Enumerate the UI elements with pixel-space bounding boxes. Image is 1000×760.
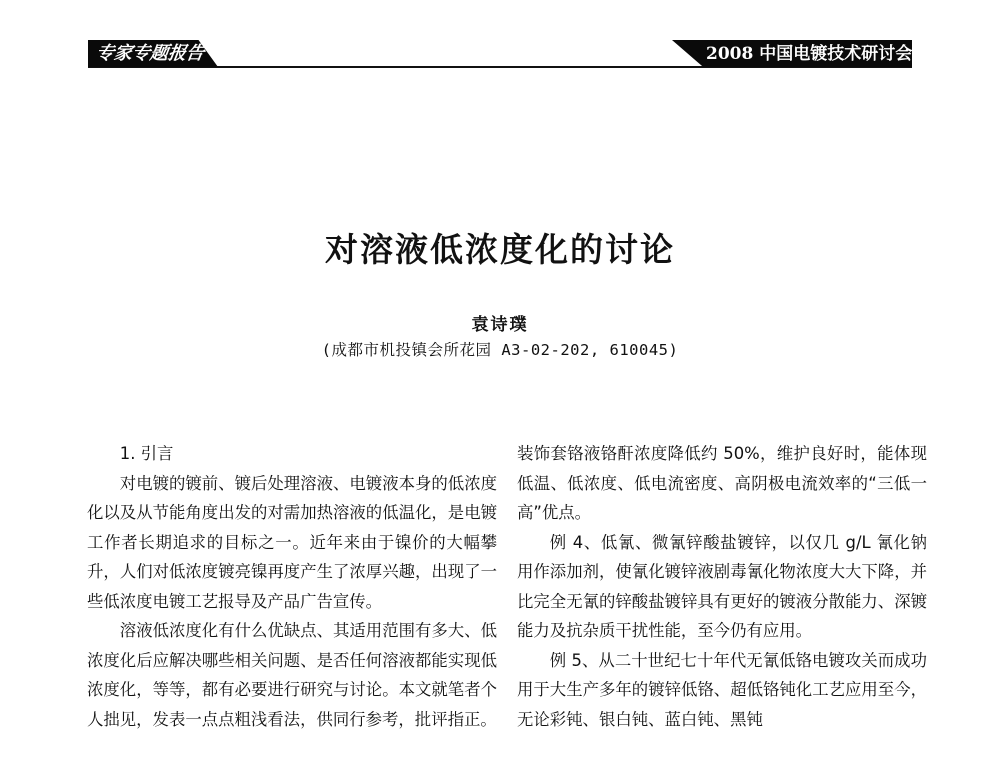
body-paragraph-example-4: 例 4、低氰、微氰锌酸盐镀锌，以仅几 g/L 氰化钠用作添加剂，使氰化镀锌液剧毒氰化物浓度大大下降，并比完全无氰的锌酸盐镀锌具有更好的镀液分散能力、深镀能力及抗杂质干扰性能，至今仍有应用。 — [517, 532, 927, 640]
right-column — [517, 439, 927, 734]
conference-label: 2008 中国电镀技术研讨会 — [706, 44, 913, 64]
section-label: 专家专题报告 — [94, 43, 206, 64]
article-author: 袁诗璞 — [471, 315, 529, 335]
article-title: 对溶液低浓度化的讨论 — [325, 230, 675, 269]
body-paragraph: 溶液低浓度化有什么优缺点、其适用范围有多大、低浓度化后应解决哪些相关问题、是否任何溶液都能实现低浓度化，等等，都有必要进行研究与讨论。本文就笔者个人拙见，发表一点点粗浅看法，供同行参考，批评指正。 — [87, 621, 497, 729]
author-affiliation: (成都市机投镇会所花园 A3-02-202, 610045) — [321, 341, 679, 359]
body-paragraph: 对电镀的镀前、镀后处理溶液、电镀液本身的低浓度化以及从节能角度出发的对需加热溶液的低温化，是电镀工作者长期追求的目标之一。近年来由于镍价的大幅攀升，人们对低浓度镀亮镍再度产生了浓厚兴趣，出现了一些低浓度电镀工艺报导及产品广告宣传。 — [87, 473, 497, 611]
section-heading-intro: 1. 引言 — [119, 444, 174, 463]
body-paragraph-example-5: 例 5、从二十世纪七十年代无氰低铬电镀攻关而成功用于大生产多年的镀锌低铬、超低铬钝化工艺应用至今，无论彩钝、银白钝、蓝白钝、黑钝 — [517, 650, 927, 729]
left-column — [87, 439, 497, 734]
body-paragraph-continued: 装饰套铬液铬酐浓度降低约 50%，维护良好时，能体现低温、低浓度、低电流密度、高阴极电流效率的“三低一高”优点。 — [517, 444, 927, 522]
